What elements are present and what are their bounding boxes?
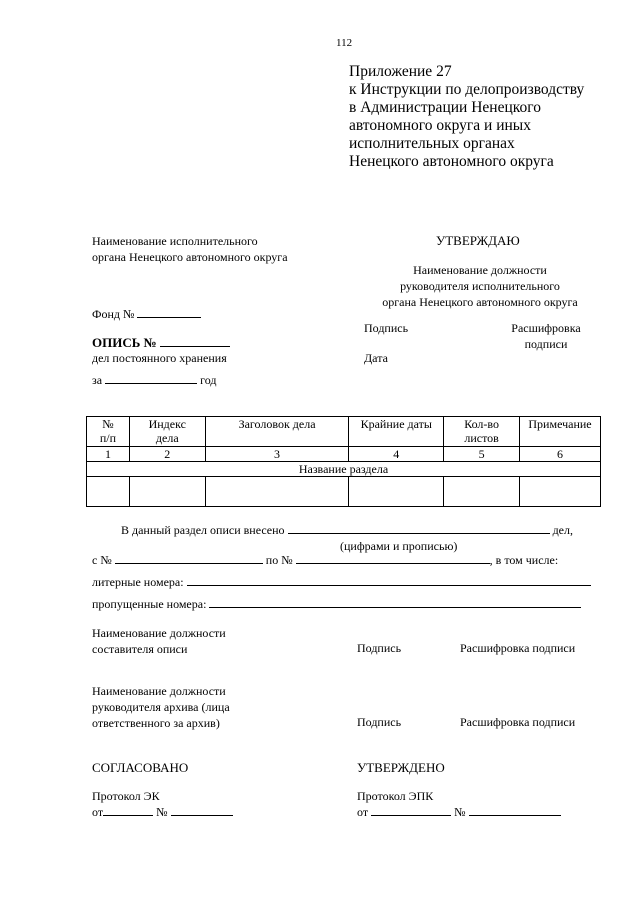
appendix-line: исполнительных органах bbox=[349, 135, 515, 152]
agreed-title: СОГЛАСОВАНО bbox=[92, 760, 189, 775]
epk-protocol bbox=[357, 788, 561, 820]
empty-cell bbox=[87, 477, 130, 507]
header-cell: Индекс дела bbox=[129, 417, 205, 447]
range-from-label: с № bbox=[92, 553, 112, 567]
approve-decode bbox=[500, 320, 592, 352]
count-line bbox=[121, 522, 573, 538]
range-to-label: по № bbox=[265, 553, 293, 567]
approve-position bbox=[355, 262, 605, 310]
approve-title: УТВЕРЖДАЮ bbox=[436, 233, 520, 248]
dela-label: дел постоянного хранения bbox=[92, 351, 227, 365]
section-title-cell: Название раздела bbox=[87, 462, 601, 477]
inventory-table bbox=[86, 416, 601, 507]
opis-label: ОПИСЬ № bbox=[92, 335, 157, 350]
archive-line: ответственного за архив) bbox=[92, 716, 220, 730]
number-cell: 3 bbox=[205, 447, 349, 462]
year-prefix: за bbox=[92, 373, 103, 387]
composer-signature: Подпись bbox=[357, 641, 402, 655]
fond-label: Фонд № bbox=[92, 307, 135, 321]
skipped-label: пропущенные номера: bbox=[92, 597, 207, 611]
approve-date: Дата bbox=[364, 351, 388, 365]
epk-label: Протокол ЭПК bbox=[357, 789, 434, 803]
composer-decode: Расшифровка подписи bbox=[460, 641, 576, 655]
epk-from-label: от bbox=[357, 805, 369, 819]
table-header-row bbox=[87, 417, 601, 447]
year-suffix: год bbox=[200, 373, 217, 387]
appendix-line: автономного округа и иных bbox=[349, 117, 531, 134]
range-from-blank bbox=[115, 552, 263, 564]
table-row bbox=[87, 477, 601, 507]
empty-cell bbox=[129, 477, 205, 507]
count-hint: (цифрами и прописью) bbox=[340, 539, 458, 553]
range-to-blank bbox=[296, 552, 490, 564]
header-cell: № п/п bbox=[87, 417, 130, 447]
header-cell: Кол-во листов bbox=[444, 417, 520, 447]
composer-line: составителя описи bbox=[92, 642, 188, 656]
ek-from-label: от bbox=[92, 805, 104, 819]
ek-date-blank bbox=[103, 804, 153, 816]
archive-signature: Подпись bbox=[357, 715, 402, 729]
approve-decode-line: Расшифровка bbox=[511, 321, 581, 335]
count-prefix: В данный раздел описи внесено bbox=[121, 523, 285, 537]
table-section-row bbox=[87, 462, 601, 477]
page-number: 112 bbox=[336, 37, 353, 49]
header-cell: Крайние даты bbox=[349, 417, 444, 447]
fond-line bbox=[137, 306, 201, 318]
epk-num-blank bbox=[469, 804, 561, 816]
opis-line bbox=[160, 335, 230, 347]
composer-line: Наименование должности bbox=[92, 626, 226, 640]
range-suffix: , в том числе: bbox=[489, 553, 559, 567]
ek-num-blank bbox=[171, 804, 233, 816]
approve-decode-line: подписи bbox=[524, 337, 568, 351]
empty-cell bbox=[520, 477, 601, 507]
count-blank bbox=[288, 522, 550, 534]
appendix-line: к Инструкции по делопроизводству bbox=[349, 81, 585, 98]
year-field bbox=[92, 372, 216, 388]
number-cell: 5 bbox=[444, 447, 520, 462]
number-cell: 6 bbox=[520, 447, 601, 462]
ek-label: Протокол ЭК bbox=[92, 789, 160, 803]
literal-blank bbox=[187, 574, 591, 586]
empty-cell bbox=[205, 477, 349, 507]
epk-num-label: № bbox=[454, 805, 466, 819]
epk-date-blank bbox=[371, 804, 451, 816]
archive-line: Наименование должности bbox=[92, 684, 226, 698]
literal-label: литерные номера: bbox=[92, 575, 184, 589]
org-name-line: органа Ненецкого автономного округа bbox=[92, 250, 288, 264]
skipped-line bbox=[92, 596, 581, 612]
empty-cell bbox=[444, 477, 520, 507]
archive-position bbox=[92, 683, 230, 731]
composer-position bbox=[92, 625, 226, 657]
empty-cell bbox=[349, 477, 444, 507]
literal-line bbox=[92, 574, 591, 590]
year-line bbox=[105, 372, 197, 384]
approve-position-line: органа Ненецкого автономного округа bbox=[382, 295, 578, 309]
opis-field bbox=[92, 334, 230, 351]
skipped-blank bbox=[209, 596, 581, 608]
approve-position-line: руководителя исполнительного bbox=[400, 279, 560, 293]
number-cell: 1 bbox=[87, 447, 130, 462]
ek-date-line bbox=[92, 804, 233, 820]
approved-title: УТВЕРЖДЕНО bbox=[357, 760, 445, 775]
appendix-block bbox=[349, 63, 584, 171]
ek-protocol bbox=[92, 788, 233, 820]
appendix-line: в Администрации Ненецкого bbox=[349, 99, 541, 116]
table-number-row bbox=[87, 447, 601, 462]
range-line bbox=[92, 552, 558, 568]
approve-signature: Подпись bbox=[364, 321, 409, 335]
epk-date-line bbox=[357, 804, 561, 820]
header-cell: Заголовок дела bbox=[205, 417, 349, 447]
org-name-line: Наименование исполнительного bbox=[92, 234, 258, 248]
header-cell: Примечание bbox=[520, 417, 601, 447]
fond-field bbox=[92, 306, 201, 322]
number-cell: 4 bbox=[349, 447, 444, 462]
archive-decode: Расшифровка подписи bbox=[460, 715, 576, 729]
count-suffix: дел, bbox=[552, 523, 573, 537]
appendix-line: Ненецкого автономного округа bbox=[349, 153, 554, 170]
appendix-line: Приложение 27 bbox=[349, 63, 452, 80]
archive-line: руководителя архива (лица bbox=[92, 700, 230, 714]
org-name bbox=[92, 233, 288, 265]
number-cell: 2 bbox=[129, 447, 205, 462]
approve-position-line: Наименование должности bbox=[413, 263, 547, 277]
ek-num-label: № bbox=[156, 805, 168, 819]
